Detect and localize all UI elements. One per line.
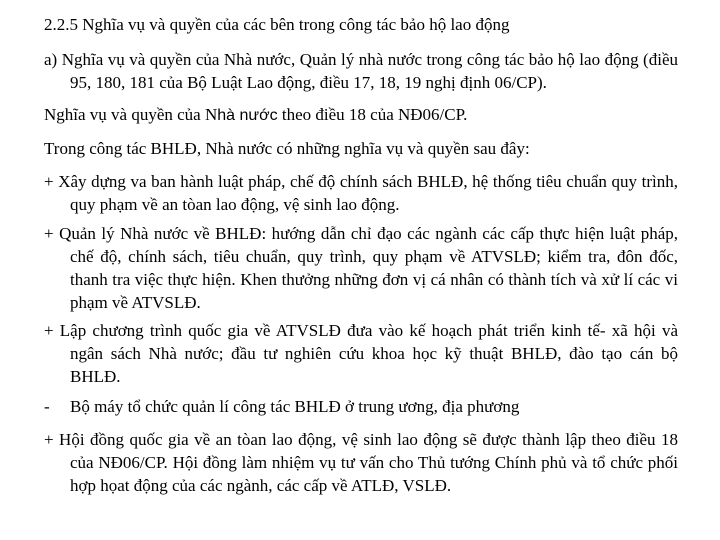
dash-marker: - bbox=[44, 397, 50, 416]
section-heading: 2.2.5 Nghĩa vụ và quyền của các bên trong công tác bảo hộ lao động bbox=[44, 15, 510, 34]
nha-nuoc-line-part3: theo điều 18 của NĐ06/CP. bbox=[277, 105, 468, 124]
item-a-paragraph: a) Nghĩa vụ và quyền của Nhà nước, Quản lý nhà nước trong công tác bảo hộ lao động (điều 95, 180, 181 của Bộ Luật Lao động, điều 17, 18, 19 nghị định 06/CP). bbox=[44, 50, 678, 92]
last-bullet-paragraph: + Hội đồng quốc gia về an tòan lao động, vệ sinh lao động sẽ được thành lập theo điều 18 của NĐ06/CP. Hội đồng làm nhiệm vụ tư vấn cho Thủ tướng Chính phủ và tổ chức phối hợp họat động của các ngành, các cấp về ATLĐ, VSLĐ. bbox=[44, 430, 678, 495]
intro-line: Trong công tác BHLĐ, Nhà nước có những nghĩa vụ và quyền sau đây: bbox=[44, 139, 530, 158]
nha-nuoc-duty-line bbox=[44, 103, 467, 127]
dash-item-text: Bộ máy tổ chức quản lí công tác BHLĐ ở trung ương, địa phương bbox=[70, 397, 520, 416]
bullet-paragraph: + Quản lý Nhà nước về BHLĐ: hướng dẫn chỉ đạo các ngành các cấp thực hiện luật pháp, chế độ, chính sách, tiêu chuẩn, quy trình, quy phạm về ATVSLĐ; kiểm tra, đôn đốc, thanh tra việc thực hiện. Khen thưởng những đơn vị cá nhân có thành tích và xử lí các vi phạm về ATVSLĐ. bbox=[44, 224, 678, 312]
bullet-paragraph: + Lập chương trình quốc gia về ATVSLĐ đưa vào kế hoạch phát triển kinh tế- xã hội và ngân sách Nhà nước; đầu tư nghiên cứu khoa học kỹ thuật BHLĐ, đào tạo cán bộ BHLĐ. bbox=[44, 321, 678, 386]
bullet-paragraph: + Xây dựng va ban hành luật pháp, chế độ chính sách BHLĐ, hệ thống tiêu chuẩn quy trình, quy phạm về an tòan lao động, vệ sinh lao động. bbox=[44, 172, 678, 214]
dash-item bbox=[44, 395, 519, 418]
nha-nuoc-line-part2: hà nước bbox=[217, 107, 278, 124]
nha-nuoc-line-part1: Nghĩa vụ và quyền của N bbox=[44, 105, 218, 124]
